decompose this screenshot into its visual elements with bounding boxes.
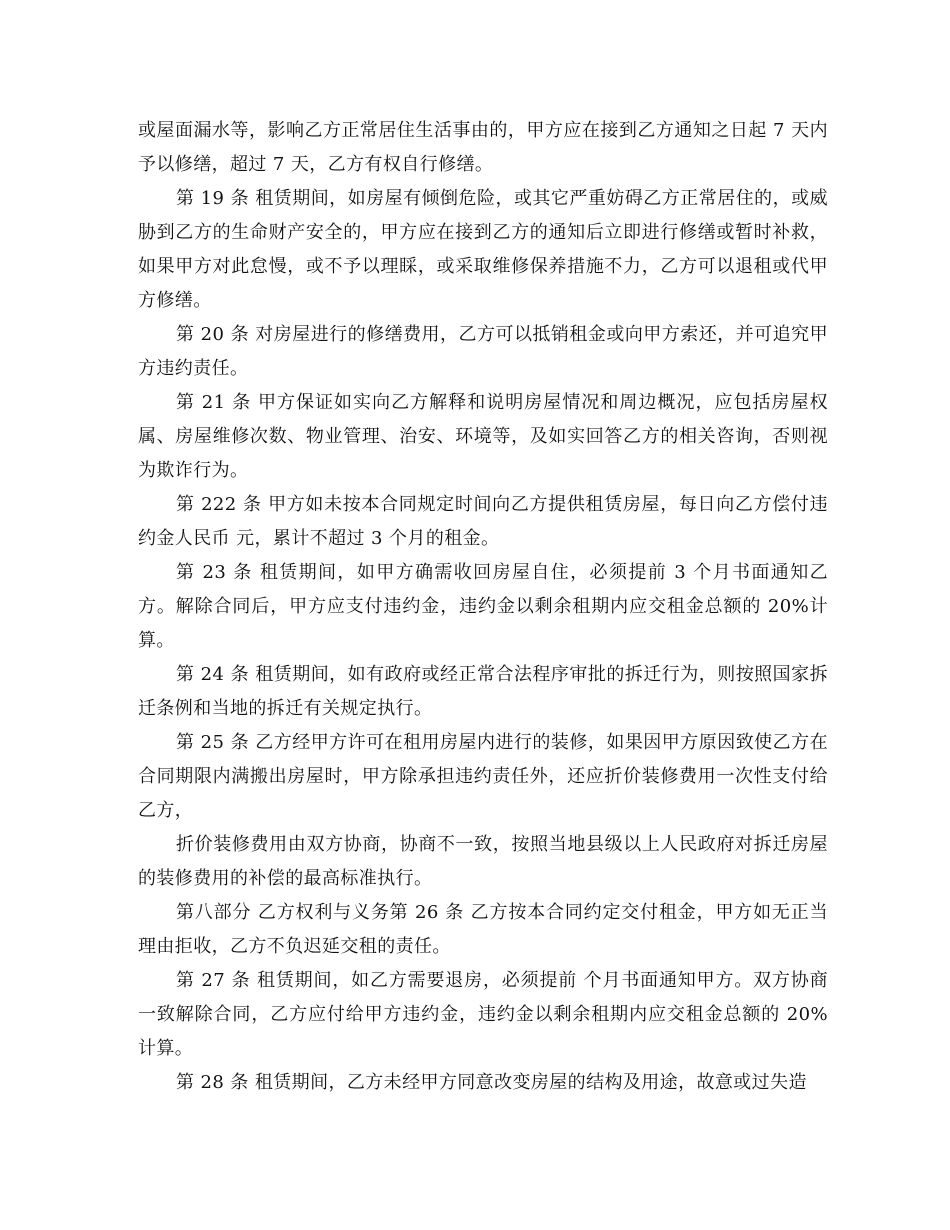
paragraph-continuation: 或屋面漏水等，影响乙方正常居住生活事由的，甲方应在接到乙方通知之日起 7 天内予以修缮，超过 7 天，乙方有权自行修缮。 xyxy=(138,120,828,175)
document-body xyxy=(138,114,828,1100)
clause-27: 第 27 条 租赁期间，如乙方需要退房，必须提前 个月书面通知甲方。双方协商一致解除合同，乙方应付给甲方违约金，违约金以剩余租期内应交租金总额的 20%计算。 xyxy=(138,970,828,1059)
part-8-clause-26: 第八部分 乙方权利与义务第 26 条 乙方按本合同约定交付租金，甲方如无正当理由拒收，乙方不负迟延交租的责任。 xyxy=(138,902,828,957)
clause-24: 第 24 条 租赁期间，如有政府或经正常合法程序审批的拆迁行为，则按照国家拆迁条例和当地的拆迁有关规定执行。 xyxy=(138,664,828,719)
clause-21: 第 21 条 甲方保证如实向乙方解释和说明房屋情况和周边概况，应包括房屋权属、房屋维修次数、物业管理、治安、环境等，及如实回答乙方的相关咨询，否则视为欺诈行为。 xyxy=(138,392,828,481)
clause-19: 第 19 条 租赁期间，如房屋有倾倒危险，或其它严重妨碍乙方正常居住的，或威胁到乙方的生命财产安全的，甲方应在接到乙方的通知后立即进行修缮或暂时补救，如果甲方对此怠慢，或不予以理睬，或采取维修保养措施不力，乙方可以退租或代甲方修缮。 xyxy=(138,188,828,311)
clause-222: 第 222 条 甲方如未按本合同规定时间向乙方提供租赁房屋，每日向乙方偿付违约金人民币 元，累计不超过 3 个月的租金。 xyxy=(138,494,828,549)
clause-25: 第 25 条 乙方经甲方许可在租用房屋内进行的装修，如果因甲方原因致使乙方在合同期限内满搬出房屋时，甲方除承担违约责任外，还应折价装修费用一次性支付给乙方， xyxy=(138,732,828,821)
clause-28: 第 28 条 租赁期间，乙方未经甲方同意改变房屋的结构及用途，故意或过失造 xyxy=(176,1072,807,1093)
clause-20: 第 20 条 对房屋进行的修缮费用，乙方可以抵销租金或向甲方索还，并可追究甲方违约责任。 xyxy=(138,324,828,379)
clause-25-continued: 折价装修费用由双方协商，协商不一致，按照当地县级以上人民政府对拆迁房屋的装修费用的补偿的最高标准执行。 xyxy=(138,834,828,889)
clause-23: 第 23 条 租赁期间，如甲方确需收回房屋自住，必须提前 3 个月书面通知乙方。解除合同后，甲方应支付违约金，违约金以剩余租期内应交租金总额的 20%计算。 xyxy=(138,562,828,651)
